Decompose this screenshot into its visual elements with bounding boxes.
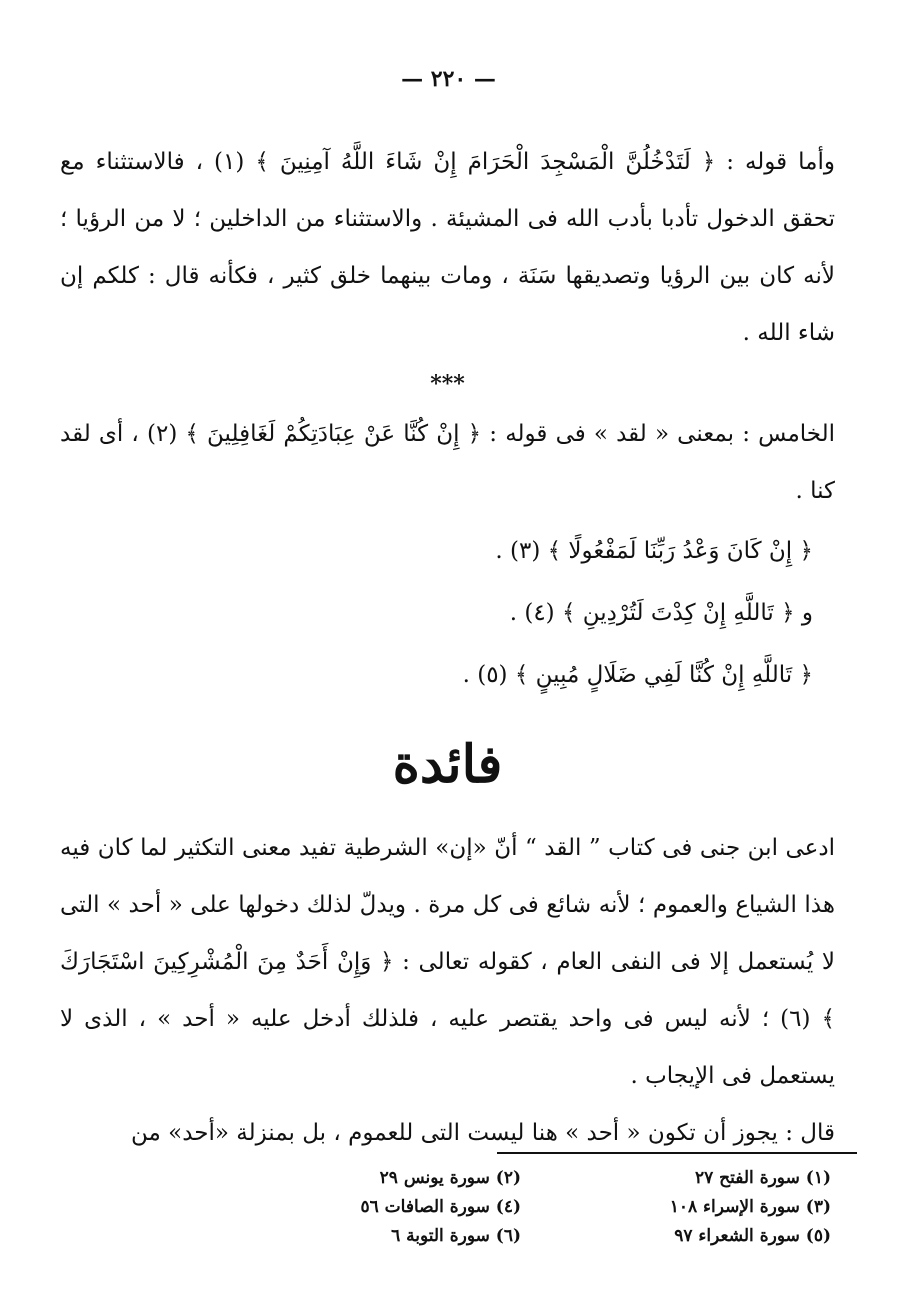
footnote-2: (٢) سورة يونس ٢٩ — [379, 1168, 521, 1188]
section-separator: *** — [430, 371, 465, 397]
main-text — [60, 134, 835, 1162]
footnote-5: (٥) سورة الشعراء ٩٧ — [674, 1226, 831, 1246]
verse-line-3: ﴿ تَاللَّهِ إِنْ كُنَّا لَفِي ضَلَالٍ مُبِينٍ ﴾ (٥) . — [462, 662, 813, 688]
verse-line-2: و ﴿ تَاللَّهِ إِنْ كِدْتَ لَتُرْدِينِ ﴾ (٤) . — [509, 600, 813, 626]
section-heading: فائدة — [392, 734, 503, 795]
paragraph-1: وأما قوله : ﴿ لَتَدْخُلُنَّ الْمَسْجِدَ الْحَرَامَ إِنْ شَاءَ اللَّهُ آمِنِينَ ﴾ (١) ، فالاستثناء مع تحقق الدخول تأدبا بأدب الله فى المشيئة . والاستثناء من الداخلين ؛ لا من الرؤيا ؛ لأنه كان بين الرؤيا وتصديقها سَنَة ، ومات بينهما خلق كثير ، فكأنه قال : كلكم إن شاء الله . — [60, 149, 835, 346]
footnote-4: (٤) سورة الصافات ٥٦ — [360, 1197, 521, 1217]
footnotes — [271, 1164, 831, 1251]
footnote-3: (٣) سورة الإسراء ١٠٨ — [669, 1197, 831, 1217]
footnote-1: (١) سورة الفتح ٢٧ — [694, 1168, 831, 1188]
footnote-divider — [497, 1152, 857, 1154]
footnote-6: (٦) سورة التوبة ٦ — [391, 1226, 521, 1246]
verse-line-1: ﴿ إِنْ كَانَ وَعْدُ رَبِّنَا لَمَفْعُولًا ﴾ (٣) . — [495, 538, 813, 564]
paragraph-2: الخامس : بمعنى « لقد » فى قوله : ﴿ إِنْ كُنَّا عَنْ عِبَادَتِكُمْ لَغَافِلِينَ ﴾ (٢) ، أى لقد كنا . — [60, 421, 836, 504]
paragraph-3: ادعى ابن جنى فى كتاب ” القد “ أنّ «إن» الشرطية تفيد معنى التكثير لما كان فيه هذا الشياع والعموم ؛ لأنه شائع فى كل مرة . ويدلّ لذلك دخولها على « أحد » التى لا يُستعمل إلا فى النفى العام ، كقوله تعالى : ﴿ وَإِنْ أَحَدٌ مِنَ الْمُشْرِكِينَ اسْتَجَارَكَ ﴾ (٦) ؛ لأنه ليس فى واحد يقتصر عليه ، فلذلك أدخل عليه « أحد » ، الذى لا يستعمل فى الإيجاب . — [60, 835, 835, 1089]
paragraph-4: قال : يجوز أن تكون « أحد » هنا ليست التى للعموم ، بل بمنزلة «أحد» من — [131, 1120, 835, 1146]
page-number: — ٢٢٠ — — [401, 66, 496, 92]
